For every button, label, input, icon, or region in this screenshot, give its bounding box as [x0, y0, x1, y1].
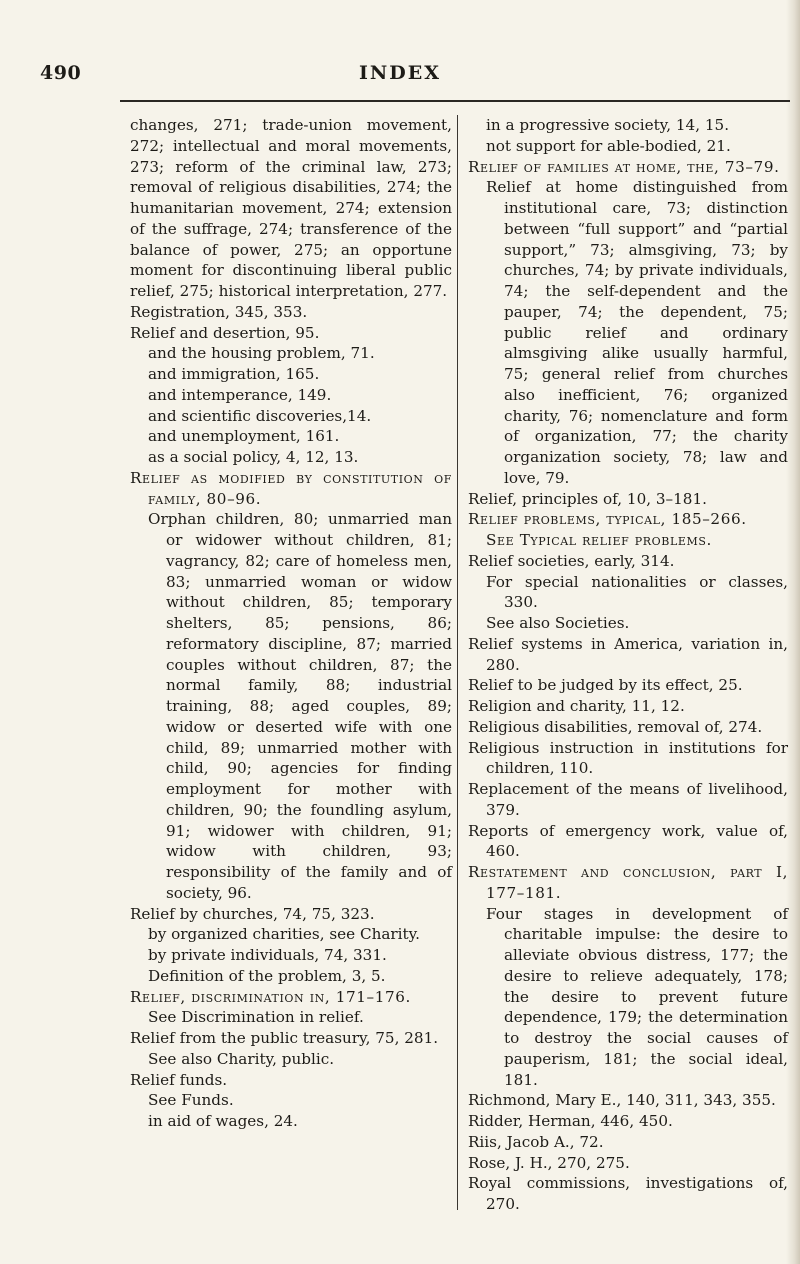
index-entry: Replacement of the means of livelihood, 379.: [468, 780, 788, 819]
index-cross-reference: See also Charity, public.: [148, 1049, 335, 1068]
page-header: [0, 62, 800, 86]
index-subentry: as a social policy, 4, 12, 13.: [148, 448, 359, 466]
index-subentry: Orphan children, 80; unmarried man or widower without children, 81; vagrancy, 82; care of homeless men, 83; unmarried woman or widow without children, 85; temporary shelters, 85; pensions, 86; reformatory discipline, 87; married couples without children, 87; the normal family, 88; industrial training, 88; aged couples, 89; widow or deserted wife with one child, 89; unmarried mother with child, 90; agencies for finding employment for mother with children, 90; the foundling asylum, 91; widower with children, 91; widow with children, 93; responsibility of the family and of society, 96.: [148, 510, 452, 902]
index-entry: Richmond, Mary E., 140, 311, 343, 355.: [468, 1091, 776, 1110]
index-cross-reference: See also Societies.: [486, 614, 630, 632]
index-entry: Relief from the public treasury, 75, 281.: [130, 1029, 439, 1047]
index-entry: Relief by churches, 74, 75, 323.: [130, 904, 375, 923]
index-entry: Relief societies, early, 314.: [468, 551, 675, 570]
index-heading-entry: Relief, discrimination in, 171–176.: [130, 987, 411, 1006]
index-heading-entry: Relief of families at home, the, 73–79.: [468, 157, 780, 176]
index-cross-reference: See Discrimination in relief.: [148, 1008, 364, 1027]
index-entry: Relief and desertion, 95.: [130, 323, 320, 342]
page-number: 490: [40, 62, 82, 84]
index-entry: Relief funds.: [130, 1070, 228, 1089]
index-heading-entry: Relief as modified by constitution of family, 80–96.: [130, 468, 452, 508]
index-subentry: not support for able-bodied, 21.: [486, 136, 731, 155]
index-entry: Religious instruction in institutions for children, 110.: [468, 738, 788, 778]
index-subentry: Four stages in development of charitable impulse: the desire to alleviate obvious distress, 177; the desire to relieve adequately, 178; the desire to prevent future dependence, 179; the determination to destroy the social causes of pauperism, 181; the social ideal, 181.: [486, 904, 788, 1089]
index-entry: Reports of emergency work, value of, 460.: [468, 821, 788, 861]
index-subentry: in aid of wages, 24.: [148, 1112, 298, 1130]
index-column-left: [130, 115, 452, 1132]
index-entry: Ridder, Herman, 446, 450.: [468, 1112, 673, 1130]
index-entry: Riis, Jacob A., 72.: [468, 1132, 604, 1151]
index-entry: changes, 271; trade-union movement, 272; intellectual and moral movements, 273; reform of the criminal law, 273; removal of religious disabilities, 274; the humanitarian movement, 274; extension of the suffrage, 274; transference of the balance of power, 275; an opportune moment for discontinuing liberal public relief, 275; historical interpretation, 277.: [130, 116, 452, 300]
index-cross-reference: See Typical relief problems.: [486, 531, 712, 549]
index-subentry: and immigration, 165.: [148, 365, 320, 383]
index-subentry: by organized charities, see Charity.: [148, 925, 421, 944]
index-column-right: [468, 115, 788, 1215]
index-entry: Relief, principles of, 10, 3–181.: [468, 489, 707, 508]
column-divider: [457, 115, 458, 1210]
index-subentry: Relief at home distinguished from institutional care, 73; distinction between “full support” and “partial support,” 73; almsgiving, 73; by churches, 74; by private individuals, 74; the self-dependent and the pauper, 74; the dependent, 75; public relief and ordinary almsgiving alike usually harmful, 75; general relief from churches also inefficient, 76; organized charity, 76; nomenclature and form of organization, 77; the charity organization society, 78; law and love, 79.: [486, 178, 788, 487]
index-subentry: in a progressive society, 14, 15.: [486, 116, 730, 134]
index-subentry: and unemployment, 161.: [148, 427, 340, 446]
index-entry: Rose, J. H., 270, 275.: [468, 1153, 630, 1172]
index-subentry: Definition of the problem, 3, 5.: [148, 966, 386, 985]
index-subentry: by private individuals, 74, 331.: [148, 946, 387, 964]
index-subentry: and intemperance, 149.: [148, 385, 332, 404]
index-subentry: and the housing problem, 71.: [148, 344, 375, 363]
index-cross-reference: See Funds.: [148, 1091, 234, 1110]
index-entry: Registration, 345, 353.: [130, 302, 308, 321]
index-entry: Royal commissions, investigations of, 270.: [468, 1174, 788, 1213]
page-edge-shadow: [786, 0, 800, 1264]
index-subentry: For special nationalities or classes, 330.: [486, 572, 788, 612]
index-subentry: and scientific discoveries,14.: [148, 406, 372, 425]
header-rule: [120, 100, 790, 102]
page-title: INDEX: [359, 62, 441, 84]
index-entry: Relief systems in America, variation in, 280.: [468, 634, 788, 674]
index-heading-entry: Restatement and conclusion, part I, 177–181.: [468, 863, 788, 902]
index-entry: Relief to be judged by its effect, 25.: [468, 676, 743, 695]
index-entry: Religious disabilities, removal of, 274.: [468, 717, 763, 736]
index-heading-entry: Relief problems, typical, 185–266.: [468, 510, 747, 529]
index-entry: Religion and charity, 11, 12.: [468, 697, 685, 715]
